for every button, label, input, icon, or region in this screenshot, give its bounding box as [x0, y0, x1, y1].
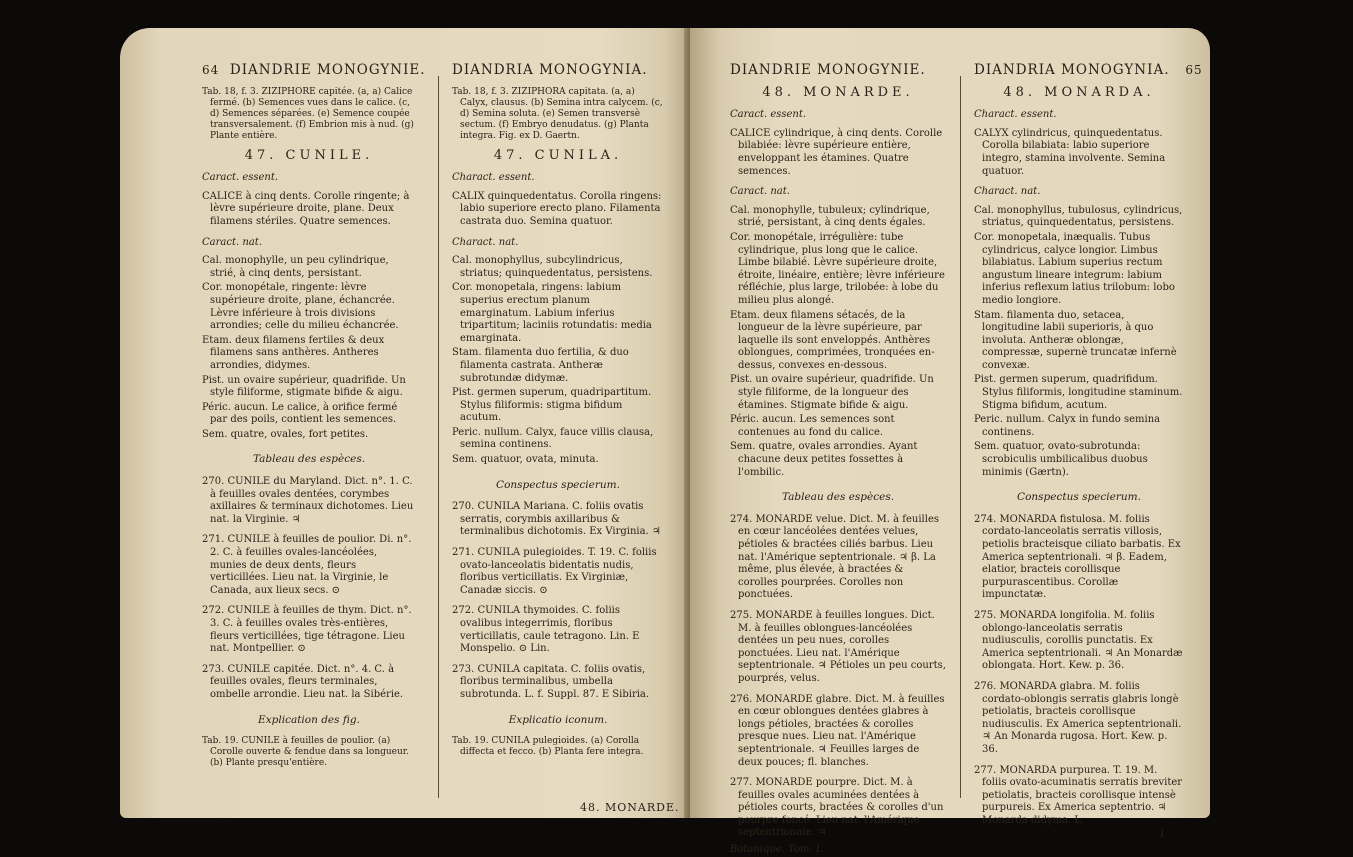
section-label: Charact. nat. [974, 186, 1041, 198]
species-entry: 274. MONARDA fistulosa. M. foliis cordato-lanceolatis serratis villosis, petiolis bracteisque ciliato barbatis. Ex America septentrionali. ♃ β. Eadem, elatior, bracteis corollisque purpurascentibus. Corollæ impunctatæ. [974, 513, 1181, 601]
species-entry: 274. MONARDE velue. Dict. M. à feuilles en cœur lancéolées dentées velues, pétioles & bractées ciliés barbus. Lieu nat. l'Amérique septentrionale. ♃ β. La même, plus élevée, à bractées & corolles pourprées. Corolles non ponctuées. [730, 513, 939, 601]
character-item: Pist. un ovaire supérieur, quadrifide. Un style filiforme, de la longueur des étamines. Stigmate bifide & aigu. [730, 374, 934, 411]
table-title: Tableau des espèces. [252, 453, 366, 466]
character-item: Cor. monopetala, ringens: labium superius erectum planum emarginatum. Labium inferius tripartitum; laciniis rotundatis: media emarginata. [452, 282, 652, 344]
column-rule [438, 76, 439, 798]
running-header [974, 62, 1203, 78]
essential-character: CALICE cylindrique, à cinq dents. Corolle bilabiée: lèvre supérieure entière, enveloppant les étamines. Quatre semences. [730, 127, 943, 177]
table-title: Tableau des espèces. [781, 491, 895, 504]
species-entry: 271. CUNILE à feuilles de poulior. Di. n°. 2. C. à feuilles ovales-lancéolées, munies de deux dents, fleurs verticillées. Lieu nat. la Virginie, le Canada, aux lieux secs. ⊙ [202, 534, 412, 596]
table-title: Conspectus specierum. [496, 478, 620, 491]
explanation-text: Tab. 19. CUNILA pulegioides. (a) Corolla diffecta et fecco. (b) Planta fere integra. [452, 736, 644, 758]
species-entry: 270. CUNILE du Maryland. Dict. n°. 1. C. à feuilles ovales dentées, corymbes axillaires & terminaux dichotomes. Lieu nat. la Virginie. ♃ [202, 476, 414, 525]
essential-character: CALIX quinquedentatus. Corolla ringens: labio superiore erecto plano. Filamenta castrata duo. Semina quatuor. [452, 190, 662, 227]
character-item: Sem. quatre, ovales arrondies. Ayant chacune deux petites fossettes à l'ombilic. [730, 441, 918, 478]
header-title: DIANDRIA MONOGYNIA. [974, 62, 1170, 78]
species-entry: 270. CUNILA Mariana. C. foliis ovatis serratis, corymbis axillaribus & terminalibus dichotomis. Ex Virginia. ♃ [452, 501, 661, 538]
running-header [202, 62, 426, 78]
explanation-title: Explicatio iconum. [508, 713, 608, 726]
character-item: Pist. germen superum, quadrifidum. Stylus filiformis, longitudine staminum. Stigma bifidum, acutum. [974, 374, 1183, 411]
character-item: Cor. monopétale, ringente: lèvre supérieure droite, plane, échancrée. Lèvre inférieure à trois divisions arrondies; celle du milieu échancrée. [202, 282, 399, 332]
section-label: Charact. nat. [452, 236, 519, 248]
genus-title: 47. CUNILE. [244, 147, 374, 163]
character-item: Péric. aucun. Le calice, à orifice fermé par des poils, contient les semences. [202, 401, 398, 426]
column-rule [960, 76, 961, 798]
species-entry: 273. CUNILA capitata. C. foliis ovatis, floribus terminalibus, umbella subrotunda. L. f. Suppl. 87. E Sibiria. [452, 663, 650, 700]
species-entry: 271. CUNILA pulegioides. T. 19. C. foliis ovato-lanceolatis bidentatis nudis, floribus verticillatis. Ex Virginiæ, Canadæ siccis. ⊙ [452, 547, 657, 596]
character-item: Sem. quatuor, ovato-subrotunda: scrobiculis umbilicalibus duobus minimis (Gærtn). [974, 441, 1148, 478]
right-page-french-column [730, 64, 946, 857]
character-item: Cor. monopétale, irrégulière: tube cylindrique, plus long que le calice. Limbe bilabié. Lèvre supérieure droite, étroite, linéaire, entière; lèvre inférieure réfléchie, plus large, trilobée: à lobe du milieu plus alongé. [730, 231, 945, 306]
essential-character: CALYX cylindricus, quinquedentatus. Corolla bilabiata: labio superiore integro, stamina involvente. Semina quatuor. [974, 127, 1166, 177]
character-item: Peric. nullum. Calyx in fundo semina continens. [974, 414, 1161, 438]
species-entry: 277. MONARDE pourpre. Dict. M. à feuilles ovales acuminées dentées à pétioles courts, bractées & corolles d'un pourpre foncé. Lieu nat. l'Amérique septentrionale. ♃ [730, 777, 944, 839]
genus-title: 47. CUNILA. [493, 147, 623, 163]
species-entry: 272. CUNILA thymoides. C. foliis ovalibus integerrimis, floribus verticillatis, caule tetragono. Lin. E Monspelio. ⊙ Lin. [452, 605, 640, 655]
character-item: Cal. monophylle, tubuleux; cylindrique, strié, persistant, à cinq dents égales. [730, 204, 930, 229]
figure-note: Tab. 18, f. 3. ZIZIPHORA capitata. (a, a) Calyx, clausus. (b) Semina intra calycem. (c, d) Semina soluta. (e) Semen transversè sectum. (f) Embryo denudatus. (g) Planta integra. Fig. ex D. Gaertn. [452, 86, 663, 141]
catchword: I [1160, 829, 1164, 841]
character-item: Etam. deux filamens sétacés, de la longueur de la lèvre supérieure, par laquelle ils sont enveloppés. Anthères oblongues, comprimées, tronquées en-dessus, convexes en-dessous. [730, 309, 935, 371]
character-item: Etam. deux filamens fertiles & deux filamens sans anthères. Antheres arrondies, didymes. [202, 334, 385, 371]
character-item: Cal. monophyllus, tubulosus, cylindricus, striatus, quinquedentatus, persistens. [974, 204, 1183, 229]
character-item: Pist. un ovaire supérieur, quadrifide. Un style filiforme, stigmate bifide & aigu. [202, 374, 406, 399]
section-label: Caract. essent. [730, 109, 807, 121]
character-item: Peric. nullum. Calyx, fauce villis clausa, semina continens. [452, 426, 654, 451]
character-item: Cal. monophylle, un peu cylindrique, strié, à cinq dents, persistant. [202, 255, 389, 279]
table-title: Conspectus specierum. [1017, 491, 1141, 504]
character-item: Cal. monophyllus, subcylindricus, striatus; quinquedentatus, persistens. [452, 255, 653, 279]
genus-title: 48. MONARDA. [1003, 84, 1155, 100]
section-label: Charact. essent. [452, 172, 535, 184]
explanation-text: Tab. 19. CUNILE à feuilles de poulior. (a) Corolle ouverte & fendue dans sa longueur. (b) Plante presqu'entière. [202, 736, 409, 769]
genus-title: 48. MONARDE. [762, 84, 914, 100]
explanation-title: Explication des fig. [258, 713, 360, 726]
character-item: Stam. filamenta duo fertilia, & duo filamenta castrata. Antheræ subrotundæ didymæ. [452, 347, 629, 384]
character-item: Sem. quatuor, ovata, minuta. [452, 454, 599, 466]
species-entry: 276. MONARDE glabre. Dict. M. à feuilles en cœur oblongues dentées glabres à longs pétioles, bractées & corolles presque nues. Lieu nat. l'Amérique septentrionale. ♃ Feuilles larges de deux pouces; fl. blanches. [730, 693, 945, 768]
character-item: Pist. germen superum, quadripartitum. Stylus filiformis: stigma bifidum acutum. [452, 387, 652, 424]
section-label: Caract. essent. [202, 172, 279, 184]
section-label: Charact. essent. [974, 109, 1057, 121]
species-entry: 272. CUNILE à feuilles de thym. Dict. n°. 3. C. à feuilles ovales très-entières, fleurs verticillées, tige tétragone. Lieu nat. Montpellier. ⊙ [202, 605, 412, 655]
section-label: Caract. nat. [202, 236, 262, 248]
left-page-french-column [202, 62, 426, 771]
species-entry: 276. MONARDA glabra. M. foliis cordato-oblongis serratis glabris longè petiolatis, bracteis corollisque nudiusculis. Ex America septentrionali. ♃ An Monarda rugosa. Hort. Kew. p. 36. [974, 680, 1182, 755]
left-page [120, 28, 690, 818]
page-number: 65 [1185, 63, 1203, 77]
header-title: DIANDRIE MONOGYNIE. [229, 62, 426, 78]
character-item: Péric. aucun. Les semences sont contenues au fond du calice. [730, 414, 895, 438]
character-item: Cor. monopetala, inæqualis. Tubus cylindricus, calyce longior. Limbus bilabiatus. Labium superius rectum angustum lineare integrum: labium inferius reflexum latius trilobum: lobo medio longiore. [974, 231, 1175, 306]
essential-character: CALICE à cinq dents. Corolle ringente; à lèvre supérieure droite, plane. Deux filamens stériles. Quatre semences. [202, 190, 410, 227]
species-entry: 277. MONARDA purpurea. T. 19. M. foliis ovato-acuminatis serratis breviter petiolatis, bracteis corollisque intensè purpureis. Ex America septentrio. ♃ Monarda didyma. L [974, 764, 1183, 826]
running-header: DIANDRIE MONOGYNIE. [730, 62, 926, 78]
figure-note: Tab. 18, f. 3. ZIZIPHORE capitée. (a, a) Calice fermé. (b) Semences vues dans le calice. (c, d) Semences séparées. (e) Semence coupée transversalement. (f) Embrion mis à nud. (g) Plante entière. [202, 86, 414, 141]
left-page-latin-column [452, 64, 664, 760]
species-entry: 275. MONARDA longifolia. M. foliis oblongo-lanceolatis serratis nudiusculis, corollis punctatis. Ex America septentrionali. ♃ An Monardæ oblongata. Hort. Kew. p. 36. [974, 609, 1183, 672]
page-number: 64 [202, 63, 220, 77]
right-page-latin-column [974, 62, 1203, 842]
species-entry: 273. CUNILE capitée. Dict. n°. 4. C. à feuilles ovales, fleurs terminales, ombelle arrondie. Lieu nat. la Sibérie. [202, 663, 404, 700]
character-item: Sem. quatre, ovales, fort petites. [202, 428, 369, 440]
running-header: DIANDRIA MONOGYNIA. [452, 62, 648, 78]
character-item: Stam. filamenta duo, setacea, longitudine labii superioris, à quo involuta. Antheræ oblongæ, compressæ, supernè truncatæ infernè convexæ. [974, 309, 1177, 371]
catchword: 48. MONARDE. [580, 801, 680, 814]
signature-mark: Botanique. Tom. I. [730, 844, 823, 856]
species-entry: 275. MONARDE à feuilles longues. Dict. M. à feuilles oblongues-lancéolées dentées un peu nues, corolles ponctuées. Lieu nat. l'Amérique septentrionale. ♃ Pétioles un peu courts, pourprés, velus. [730, 609, 946, 684]
right-page [690, 28, 1210, 856]
section-label: Caract. nat. [730, 186, 790, 198]
